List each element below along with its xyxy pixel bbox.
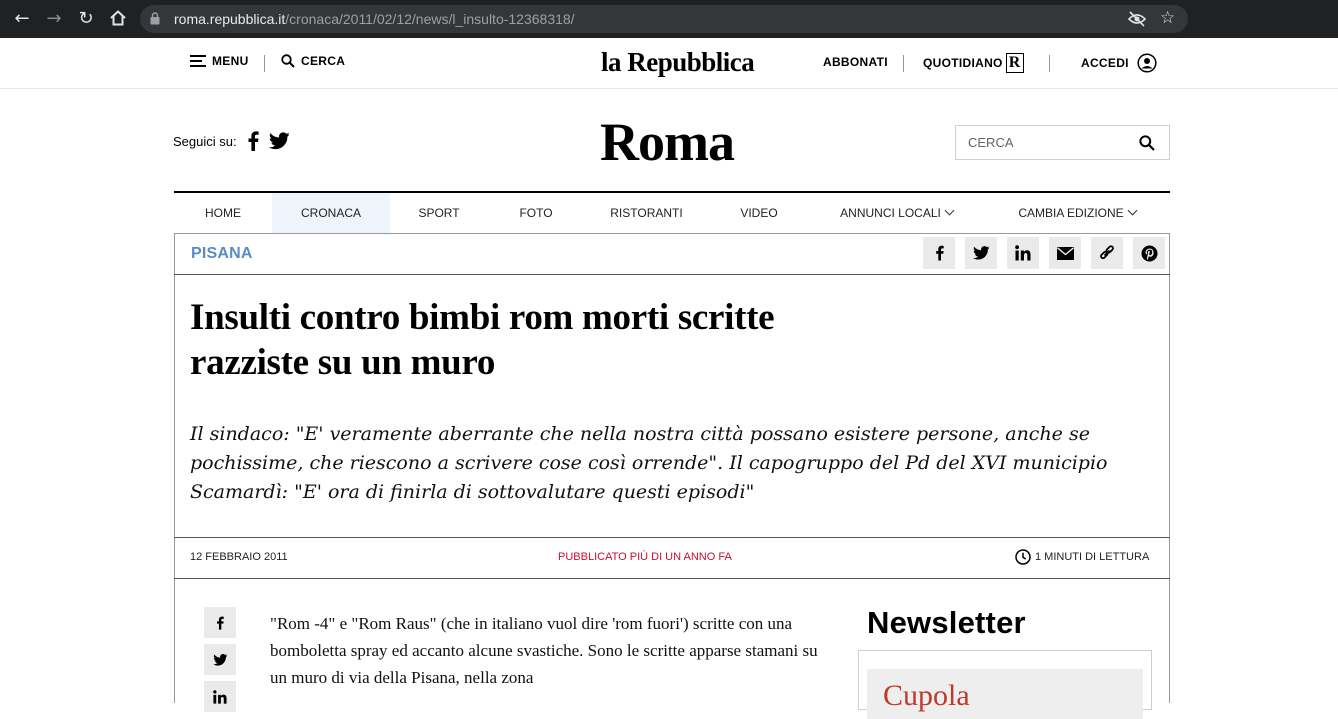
linkedin-icon [1015,245,1031,261]
newsletter-card-image [867,669,1143,719]
nav-item-sport[interactable]: SPORT [418,206,460,220]
user-icon [1137,53,1157,73]
chevron-down-icon [1127,206,1137,216]
facebook-icon [216,616,224,630]
nav-label: ANNUNCI LOCALI [840,206,941,220]
menu-label: MENU [212,54,249,68]
share-linkedin-button[interactable] [204,681,236,712]
share-facebook-button[interactable] [204,607,236,638]
search-icon[interactable] [1139,135,1155,151]
nav-item-ristoranti[interactable]: RISTORANTI [610,206,683,220]
quotidiano-label: QUOTIDIANO [923,56,1003,70]
twitter-icon[interactable] [269,132,290,150]
article-date: 12 FEBBRAIO 2011 [190,551,288,563]
share-pinterest-button[interactable] [1133,237,1165,269]
follow-us [173,131,290,151]
search-input[interactable] [956,126,1126,159]
article-body: "Rom -4" e "Rom Raus" (che in italiano vuol dire 'rom fuori') scritte con una bomboletta spray ed accanto alcune svastiche. Sono le scritte apparse stamani su un muro di via della Pisana, nella zona [270,614,818,687]
home-icon[interactable] [108,9,128,29]
published-note: PUBBLICATO PIÙ DI UN ANNO FA [558,551,732,563]
nav-item-cambia-edizione[interactable] [984,193,1170,233]
follow-label: Seguici su: [173,133,237,149]
site-header [0,38,1338,89]
side-share-bar [204,607,236,712]
newsletter-card-text: Cupola [883,679,970,712]
divider [174,274,1170,275]
edition-title[interactable]: Roma [600,112,734,172]
share-facebook-button[interactable] [923,237,955,269]
nav-item-foto[interactable]: FOTO [519,206,553,220]
nav-item-video[interactable]: VIDEO [740,206,778,220]
share-linkedin-button[interactable] [1007,237,1039,269]
section-nav [174,191,1170,234]
subscribe-link[interactable]: ABBONATI [823,55,888,69]
nav-label: CAMBIA EDIZIONE [1018,206,1124,220]
twitter-icon [973,246,990,260]
reading-time [1015,549,1149,565]
search-icon [281,54,295,68]
divider [264,55,265,72]
facebook-icon [935,245,944,261]
linkedin-icon [213,690,227,704]
share-twitter-button[interactable] [965,237,997,269]
divider [1049,55,1050,72]
reload-icon[interactable]: ↻ [78,8,94,29]
divider [174,537,1170,538]
quotidiano-link[interactable] [923,53,1024,73]
browser-toolbar [0,0,1338,38]
newsletter-card[interactable] [858,650,1152,710]
pinterest-icon [1141,245,1158,262]
back-arrow-icon[interactable]: ← [14,8,30,29]
login-label: ACCEDI [1081,56,1129,70]
mail-icon [1057,247,1074,260]
share-email-button[interactable] [1049,237,1081,269]
nav-item-cronaca[interactable]: CRONACA [272,193,390,233]
divider [174,578,1170,579]
share-bar [923,237,1165,269]
facebook-icon[interactable] [247,131,259,151]
article-title: Insulti contro bimbi rom morti scritte razziste su un muro [190,297,775,383]
clock-icon [1015,549,1031,565]
article-summary: Il sindaco: "E' veramente aberrante che nella nostra città possano esistere persone, anche se pochissime, che riescono a scrivere cose così orrende". Il capogruppo del Pd del XVI municipio Scamardì: "E' ora di finirla di sottovalutare questi episodi" [190,423,1108,503]
copy-link-button[interactable] [1091,237,1123,269]
twitter-icon [213,654,228,666]
url-text: roma.repubblica.it/cronaca/2011/02/12/news/l_insulto-12368318/ [174,11,575,27]
address-bar[interactable] [140,5,1188,33]
newsletter-title: Newsletter [867,605,1026,640]
link-icon [1099,245,1115,261]
hamburger-icon [190,55,206,67]
search-button[interactable] [281,54,345,68]
search-label: CERCA [301,54,346,68]
lock-icon [150,12,160,25]
bookmark-star-icon[interactable]: ☆ [1160,8,1176,28]
forward-arrow-icon[interactable]: → [46,8,62,29]
divider [903,55,904,72]
nav-item-home[interactable]: HOME [205,206,241,220]
login-button[interactable] [1081,53,1157,73]
repubblica-r-icon: R [1006,53,1024,73]
eye-off-icon[interactable] [1128,11,1146,27]
reading-time-label: 1 MINUTI DI LETTURA [1035,551,1150,563]
nav-item-annunci-locali[interactable] [809,193,984,233]
chevron-down-icon [944,206,954,216]
article-tag[interactable]: PISANA [191,245,253,262]
section-search [955,125,1170,160]
site-logo[interactable]: la Repubblica [601,47,755,77]
share-twitter-button[interactable] [204,644,236,675]
menu-button[interactable] [190,54,249,68]
